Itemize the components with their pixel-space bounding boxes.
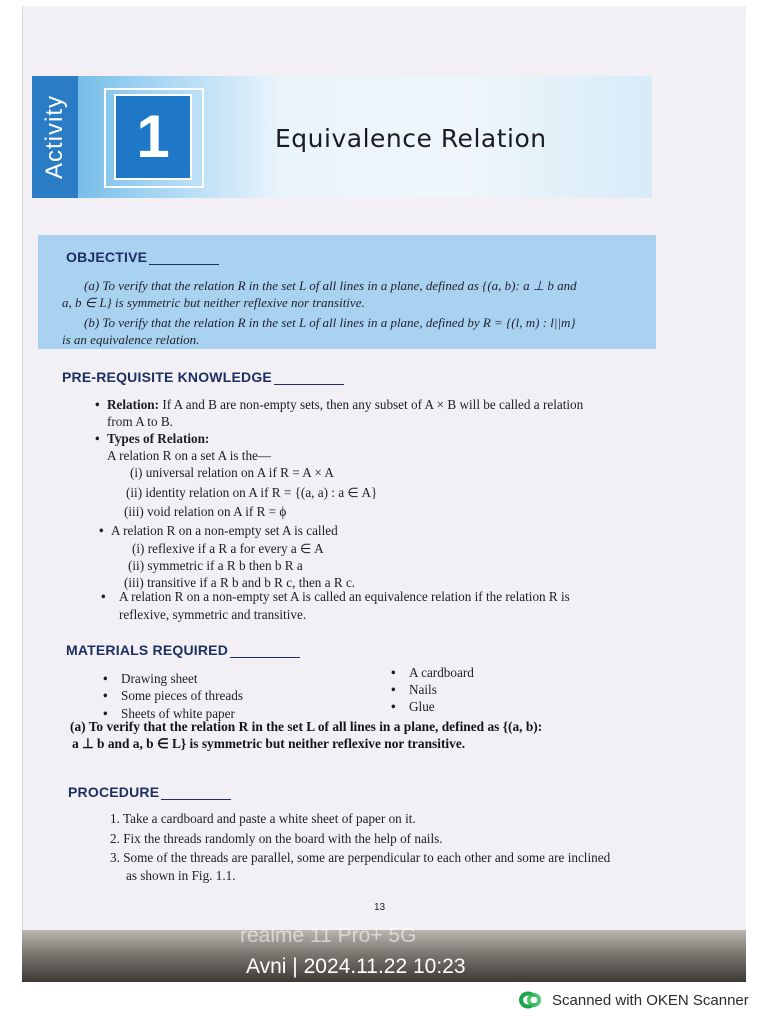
material-right-2: [391, 681, 437, 698]
activity-number-box: [114, 94, 192, 180]
objective-b-line2: is an equivalence relation.: [62, 332, 200, 347]
relation-text-line2: from A to B.: [107, 414, 173, 429]
type-universal: (i) universal relation on A if R = A × A: [130, 465, 334, 480]
objective-b-line1: (b) To verify that the relation R in the set L of all lines in a plane, defined by R = {(l, m) : l||m}: [84, 315, 576, 330]
prerequisite-heading-text: PRE-REQUISITE KNOWLEDGE: [62, 369, 272, 385]
equivalence-line2: reflexive, symmetric and transitive.: [119, 607, 307, 622]
bullet-icon: •: [103, 706, 108, 721]
relation-term: Relation:: [107, 397, 160, 412]
bullet-icon: •: [99, 523, 104, 538]
activity-aim: [50, 718, 690, 752]
called-intro: [99, 522, 338, 539]
bullet-icon: •: [391, 682, 396, 697]
material-item: Some pieces of threads: [121, 688, 243, 703]
step-number: 1.: [110, 811, 120, 826]
equivalence-definition: [101, 588, 570, 605]
types-of-relation: [95, 430, 209, 447]
material-right-1: [391, 664, 474, 681]
material-right-3: [391, 698, 435, 715]
prop-transitive: (iii) transitive if a R b and b R c, then a R c.: [124, 575, 356, 590]
bullet-icon: •: [103, 688, 108, 703]
objective-heading-text: OBJECTIVE: [66, 249, 148, 265]
aim-line2: a ⊥ b and a, b ∈ L} is symmetric but neither reflexive nor transitive.: [72, 736, 466, 751]
activity-number: 1: [136, 103, 170, 170]
materials-heading: [66, 642, 300, 658]
heading-rule: [149, 264, 219, 265]
camera-watermark-stamp: Avni | 2024.11.22 10:23: [246, 955, 466, 978]
procedure-step-3: [110, 849, 610, 866]
relation-text: If A and B are non-empty sets, then any subset of A × B will be called a relation: [159, 397, 584, 412]
bullet-icon: •: [101, 589, 106, 604]
aim-line1: (a) To verify that the relation R in the set L of all lines in a plane, defined as {(a, b):: [70, 719, 543, 734]
equivalence-line1: A relation R on a non-empty set A is called an equivalence relation if the relation R is: [119, 589, 570, 604]
step-text: Fix the threads randomly on the board with the help of nails.: [123, 831, 443, 846]
step-text: Some of the threads are parallel, some are perpendicular to each other and some are inclined: [123, 850, 611, 865]
bullet-icon: •: [95, 397, 100, 412]
procedure-step-3-line2: as shown in Fig. 1.1.: [126, 868, 236, 883]
procedure-step-1: [110, 810, 416, 827]
step-number: 2.: [110, 831, 120, 846]
material-item: Drawing sheet: [121, 671, 198, 686]
heading-rule: [274, 384, 344, 385]
activity-label-strip: [32, 76, 78, 198]
activity-label: Activity: [41, 94, 69, 180]
heading-rule: [161, 799, 231, 800]
procedure-step-2: [110, 830, 443, 847]
objective-heading: [66, 249, 219, 265]
heading-rule: [230, 657, 300, 658]
page-title: Equivalence Relation: [275, 124, 547, 153]
prop-reflexive: (i) reflexive if a R a for every a ∈ A: [132, 541, 324, 556]
types-term: Types of Relation:: [107, 431, 210, 446]
bullet-icon: •: [103, 671, 108, 686]
camera-watermark-device: realme 11 Pro+ 5G: [240, 924, 417, 947]
material-left-2: [103, 687, 243, 704]
page-number: 13: [374, 902, 386, 913]
objective-a-line1: (a) To verify that the relation R in the set L of all lines in a plane, defined as {(a, b): a ⊥ b and: [84, 278, 577, 293]
type-identity: (ii) identity relation on A if R = {(a, a) : a ∈ A}: [126, 485, 378, 500]
material-item: Sheets of white paper: [121, 706, 235, 721]
material-item: Glue: [409, 699, 435, 714]
oken-scanner-logo-icon: [518, 990, 542, 1010]
relation-definition: [95, 396, 583, 413]
bullet-icon: •: [391, 699, 396, 714]
procedure-heading-text: PROCEDURE: [68, 784, 160, 800]
scanner-text: Scanned with OKEN Scanner: [552, 991, 749, 1009]
scanner-footer: [518, 990, 749, 1010]
procedure-heading: [68, 784, 231, 800]
materials-heading-text: MATERIALS REQUIRED: [66, 642, 229, 658]
material-left-1: [103, 670, 198, 687]
types-intro: A relation R on a set A is the—: [107, 448, 272, 463]
prerequisite-heading: [62, 369, 344, 385]
bullet-icon: •: [391, 665, 396, 680]
material-item: Nails: [409, 682, 437, 697]
objective-a-line2: a, b ∈ L} is symmetric but neither reflexive nor transitive.: [62, 295, 365, 310]
called-intro-text: A relation R on a non-empty set A is called: [111, 523, 338, 538]
type-void: (iii) void relation on A if R = ϕ: [124, 504, 287, 519]
material-item: A cardboard: [409, 665, 474, 680]
prop-symmetric: (ii) symmetric if a R b then b R a: [128, 558, 303, 573]
step-number: 3.: [110, 850, 120, 865]
step-text: Take a cardboard and paste a white sheet of paper on it.: [122, 811, 416, 826]
bullet-icon: •: [95, 431, 100, 446]
